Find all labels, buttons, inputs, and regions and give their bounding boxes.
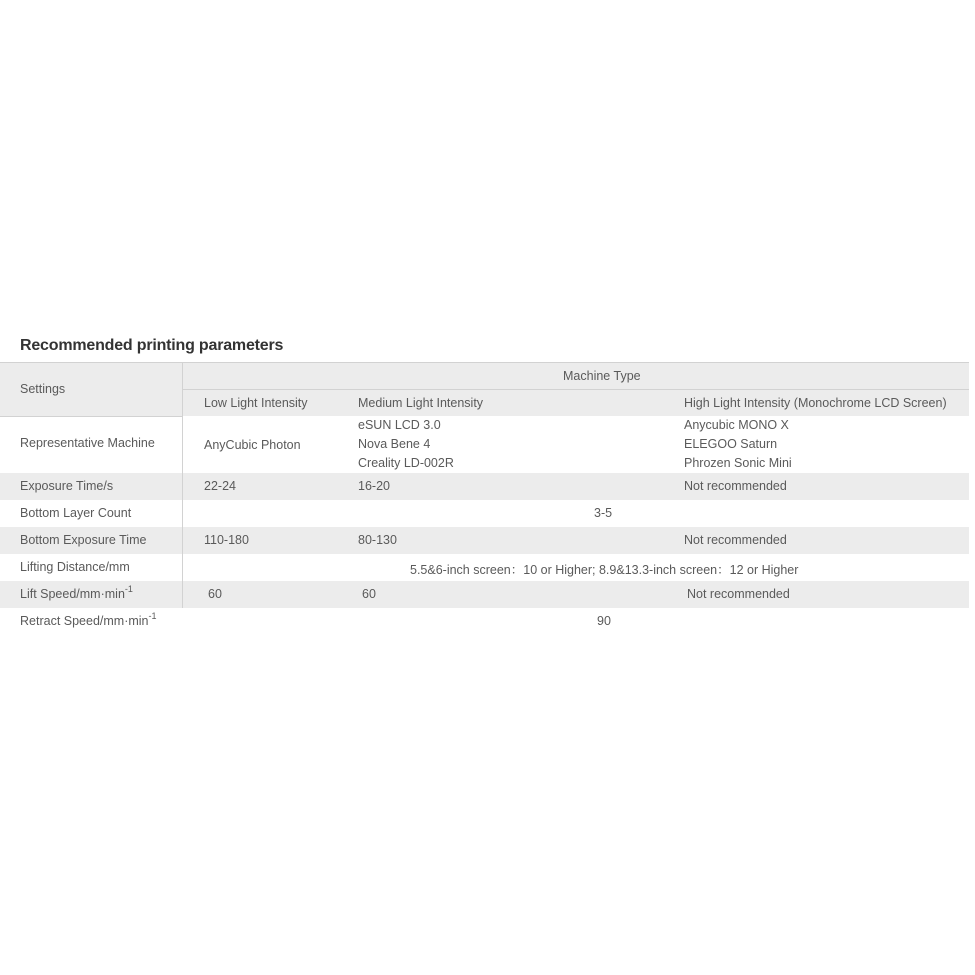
row-label: Exposure Time/s bbox=[20, 479, 114, 493]
settings-column-divider bbox=[182, 362, 183, 608]
table-row bbox=[0, 608, 969, 635]
row-label: Lift Speed/$mm\cdot\min^{-1}$ bbox=[20, 584, 133, 601]
cell-medium: 80-130 bbox=[358, 533, 397, 547]
cell-medium: 16-20 bbox=[358, 479, 390, 493]
cell-high: Not recommended bbox=[687, 587, 790, 601]
cell-high: Not recommended bbox=[684, 533, 787, 547]
header-machine-type: Machine Type bbox=[563, 369, 641, 383]
cell-span: 3-5 bbox=[594, 506, 613, 520]
cell-low: 22-24 bbox=[204, 479, 236, 493]
cell-high: Not recommended bbox=[684, 479, 787, 493]
page-title: Recommended printing parameters bbox=[20, 337, 284, 354]
table-row bbox=[0, 500, 969, 527]
row-label: Bottom Layer Count bbox=[20, 506, 132, 520]
cell-low: 60 bbox=[208, 587, 222, 601]
table-row bbox=[0, 473, 969, 500]
cell-medium: eSUN LCD 3.0 Nova Bene 4 Creality LD-002R bbox=[358, 418, 454, 470]
table-row bbox=[0, 581, 969, 608]
cell-low: 110-180 bbox=[204, 533, 249, 547]
header-settings: Settings bbox=[20, 382, 66, 396]
cell-span: 90 bbox=[597, 614, 611, 628]
header-col-low: Low Light Intensity bbox=[204, 396, 308, 410]
cell-low: AnyCubic Photon bbox=[204, 438, 301, 452]
header-col-high: High Light Intensity (Monochrome LCD Screen) bbox=[684, 396, 947, 410]
cell-medium: 60 bbox=[362, 587, 376, 601]
row-label: Representative Machine bbox=[20, 436, 155, 450]
row-label: Retract Speed/$mm\cdot\min^{-1}$ bbox=[20, 611, 157, 628]
table-row bbox=[0, 416, 969, 473]
header-col-medium: Medium Light Intensity bbox=[358, 396, 484, 410]
cell-high: Anycubic MONO X ELEGOO Saturn Phrozen Sonic Mini bbox=[684, 418, 792, 470]
row-label: Lifting Distance/mm bbox=[20, 560, 130, 574]
table-row bbox=[0, 527, 969, 554]
header-divider bbox=[183, 389, 969, 390]
cell-span: 5.5&6-inch screen：10 or Higher; 8.9&13.3-inch screen：12 or Higher bbox=[410, 563, 799, 577]
table-row bbox=[0, 554, 969, 581]
row-label: Bottom Exposure Time bbox=[20, 533, 147, 547]
